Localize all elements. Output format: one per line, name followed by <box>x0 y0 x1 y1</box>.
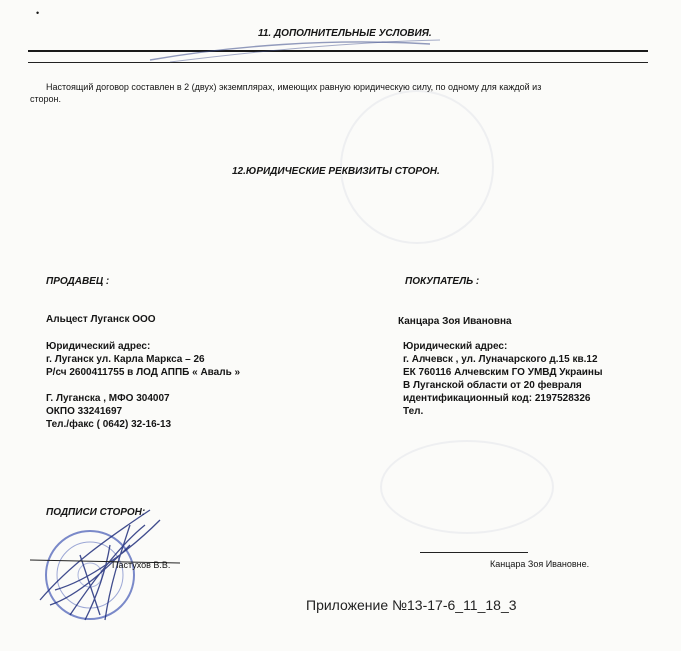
signatures-heading: ПОДПИСИ СТОРОН: <box>46 507 146 518</box>
section-11-text-cont: сторон. <box>30 94 62 104</box>
section-12-title: 12.ЮРИДИЧЕСКИЕ РЕКВИЗИТЫ СТОРОН. <box>232 166 440 177</box>
seller-line: Тел./факс ( 0642) 32-16-13 <box>46 419 172 430</box>
section-11-title: 11. ДОПОЛНИТЕЛЬНЫЕ УСЛОВИЯ. <box>258 28 432 39</box>
pen-stroke-marks <box>0 0 681 70</box>
buyer-name: Канцара Зоя Ивановна <box>398 316 512 327</box>
seller-line: Г. Луганска , МФО 304007 <box>46 393 170 404</box>
buyer-heading: ПОКУПАТЕЛЬ : <box>405 276 480 287</box>
seller-line: Р/сч 2600411755 в ЛОД АППБ « Аваль » <box>46 367 241 378</box>
corner-mark: • <box>36 8 40 18</box>
seller-line: Юридический адрес: <box>46 341 151 352</box>
seller-line-spacer <box>46 379 240 392</box>
buyer-signature-line <box>420 552 528 553</box>
buyer-line: ЕК 760116 Алчевским ГО УМВД Украины <box>403 367 603 378</box>
buyer-line: идентификационный код: 2197528326 <box>403 393 591 404</box>
section-11-text: Настоящий договор составлен в 2 (двух) экземплярах, имеющих равную юридическую силу, по одному для каждой из <box>46 82 542 92</box>
buyer-line: Тел. <box>403 406 424 417</box>
buyer-signer-name: Канцара Зоя Ивановне. <box>490 559 590 569</box>
seller-heading: ПРОДАВЕЦ : <box>46 276 110 287</box>
seller-line: ОКПО 33241697 <box>46 406 123 417</box>
seller-seal-and-signature <box>10 505 210 635</box>
seller-name: Альцест Луганск ООО <box>46 314 156 325</box>
buyer-line: Юридический адрес: <box>403 341 508 352</box>
seller-signer-name: Пастухов В.В. <box>112 560 171 570</box>
annex-label: Приложение №13-17-6_11_18_3 <box>306 597 517 613</box>
buyer-details <box>403 340 603 418</box>
buyer-line: В Луганской области от 20 февраля <box>403 380 582 391</box>
faint-stamp <box>380 440 554 534</box>
buyer-line: г. Алчевск , ул. Луначарского д.15 кв.12 <box>403 354 598 365</box>
seller-details <box>46 340 240 431</box>
seller-line: г. Луганск ул. Карла Маркса – 26 <box>46 354 205 365</box>
